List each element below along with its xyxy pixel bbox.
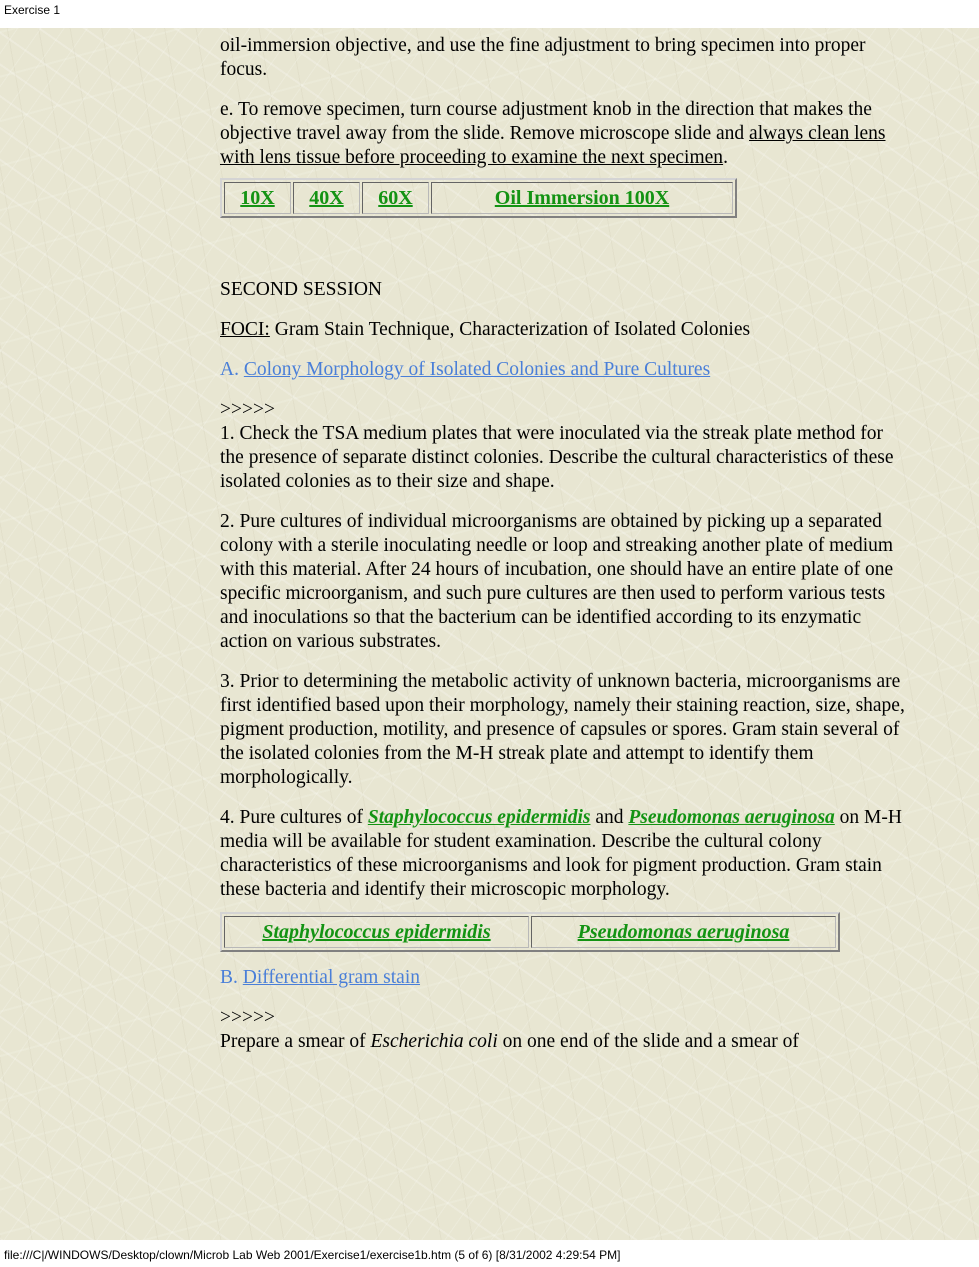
objective-cell-10x xyxy=(224,182,291,214)
staphylococcus-link[interactable]: Staphylococcus epidermidis xyxy=(262,921,491,943)
colony-morphology-link[interactable]: Colony Morphology of Isolated Colonies and Pure Cultures xyxy=(243,359,711,380)
p-b-text-b: on one end of the slide and a smear of xyxy=(497,1031,799,1052)
foci-label: FOCI: xyxy=(220,319,270,340)
link-10x[interactable]: 10X xyxy=(240,187,275,209)
section-b-prefix: B. xyxy=(220,967,243,988)
organism-nav-table xyxy=(220,912,840,952)
foci-text: Gram Stain Technique, Characterization of Isolated Colonies xyxy=(269,319,751,340)
section-a-arrows: >>>>> xyxy=(220,399,275,420)
section-a-paragraph-3: 3. Prior to determining the metabolic activity of unknown bacteria, microorganisms are first identified based upon their morphology, namely their staining reaction, size, shape, pigment production, motility, and presence of capsules or spores. Gram stain several of the isolated colonies from the M-H streak plate and attempt to identify them morphologically. xyxy=(220,671,905,788)
section-a-paragraph-4 xyxy=(220,806,910,902)
link-60x[interactable]: 60X xyxy=(378,187,413,209)
p4-text-c: on M-H media will be available for student examination. Describe the cultural colony characteristics of these microorganisms and look for pigment production. Gram stain these bacteria and identify their microscopic morphology. xyxy=(220,807,902,900)
link-oil-immersion-100x[interactable]: Oil Immersion 100X xyxy=(494,187,670,209)
section-b-arrows: >>>>> xyxy=(220,1007,275,1028)
page-body xyxy=(0,28,979,1240)
link-40x[interactable]: 40X xyxy=(309,187,344,209)
organism-cell-staphylococcus xyxy=(224,916,529,948)
content-column xyxy=(220,34,910,1070)
spacer xyxy=(220,218,910,268)
foci-line xyxy=(220,318,910,342)
intro-paragraph-1: oil-immersion objective, and use the fine adjustment to bring specimen into proper focus. xyxy=(220,35,866,80)
section-b-heading xyxy=(220,966,910,990)
objective-cell-40x xyxy=(293,182,360,214)
p4-text-a: 4. Pure cultures of xyxy=(220,807,368,828)
objective-cell-60x xyxy=(362,182,429,214)
pseudomonas-inline-link[interactable]: Pseudomonas aeruginosa xyxy=(628,807,835,828)
section-a-paragraph-1: 1. Check the TSA medium plates that were inoculated via the streak plate method for the presence of separate distinct colonies. Describe the cultural characteristics of these isolated colonies as to their size and shape. xyxy=(220,423,894,492)
section-a-paragraph-2: 2. Pure cultures of individual microorganisms are obtained by picking up a separated colony with a sterile inoculating needle or loop and streaking another plate of medium with this material. After 24 hours of incubation, one should have an entire plate of one specific microorganism, and such pure cultures are then used to perform various tests and inoculations so that the bacterium can be identified according to its enzymatic action on various substrates. xyxy=(220,511,894,652)
clean-lens-note: always clean lens with lens tissue before proceeding to examine the next specimen xyxy=(220,123,886,168)
intro-period: . xyxy=(723,147,728,168)
objective-nav-table xyxy=(220,178,737,218)
session-title: SECOND SESSION xyxy=(220,279,382,300)
section-a-heading xyxy=(220,358,910,382)
intro-text: e. To remove specimen, turn course adjustment knob in the direction that makes the objective travel away from the slide. Remove microscope slide and xyxy=(220,99,872,144)
escherichia-coli-name: Escherichia coli xyxy=(370,1031,498,1052)
organism-cell-pseudomonas xyxy=(531,916,836,948)
objective-cell-100x xyxy=(431,182,733,214)
print-header: Exercise 1 xyxy=(4,3,61,17)
intro-paragraph-2 xyxy=(220,98,910,170)
staphylococcus-inline-link[interactable]: Staphylococcus epidermidis xyxy=(367,807,591,828)
p4-text-b: and xyxy=(590,807,629,828)
section-b-paragraph-1 xyxy=(220,1030,910,1054)
differential-gram-stain-link[interactable]: Differential gram stain xyxy=(242,967,421,988)
print-footer: file:///C|/WINDOWS/Desktop/clown/Microb Lab Web 2001/Exercise1/exercise1b.htm (5 of 6) [8/31/2002 4:29:54 PM] xyxy=(4,1248,621,1262)
p-b-text-a: Prepare a smear of xyxy=(220,1031,371,1052)
pseudomonas-link[interactable]: Pseudomonas aeruginosa xyxy=(577,921,790,943)
section-a-prefix: A. xyxy=(220,359,244,380)
